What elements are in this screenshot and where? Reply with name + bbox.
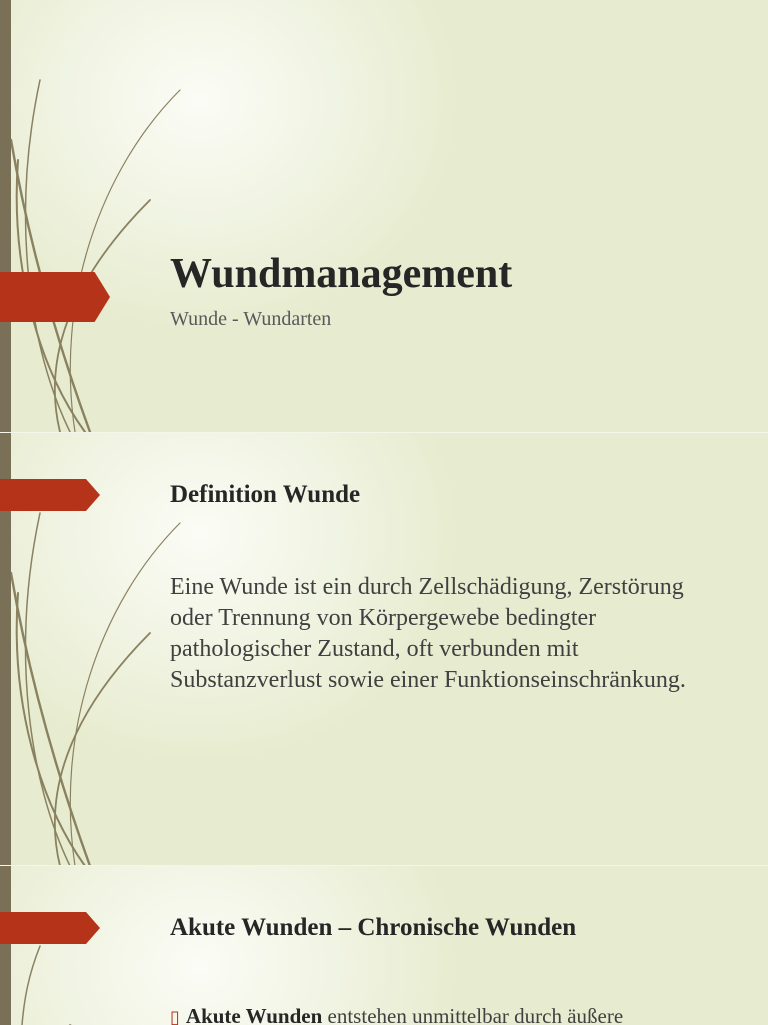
side-bar [0, 0, 11, 432]
slide-subtitle: Wunde - Wundarten [170, 308, 332, 330]
decorative-swirls [0, 0, 200, 432]
slide-definition [0, 432, 768, 866]
slide-wound-types [0, 865, 768, 1025]
accent-arrow-tab [0, 912, 100, 944]
slide-heading: Akute Wunden – Chronische Wunden [170, 914, 577, 941]
slide-title-text: Wundmanagement [170, 251, 513, 297]
decorative-swirls [0, 866, 200, 1025]
bullet-item [170, 1004, 623, 1025]
slide-heading: Definition Wunde [170, 481, 361, 508]
bullet-bold-term: Akute Wunden [185, 1004, 323, 1025]
slide-title [0, 0, 768, 432]
accent-arrow-tab [0, 272, 110, 322]
side-bar [0, 866, 11, 1025]
accent-arrow-tab [0, 479, 100, 511]
bullet-text: entstehen unmittelbar durch äußere [322, 1004, 624, 1025]
definition-text: Eine Wunde ist ein durch Zellschädigung, Zerstörung oder Trennung von Körpergewebe bedingter pathologischer Zustand, oft verbunden mit Substanzverlust sowie einer Funktionseinschränkung. [170, 574, 686, 693]
bullet-icon: ▯ [170, 1007, 180, 1025]
